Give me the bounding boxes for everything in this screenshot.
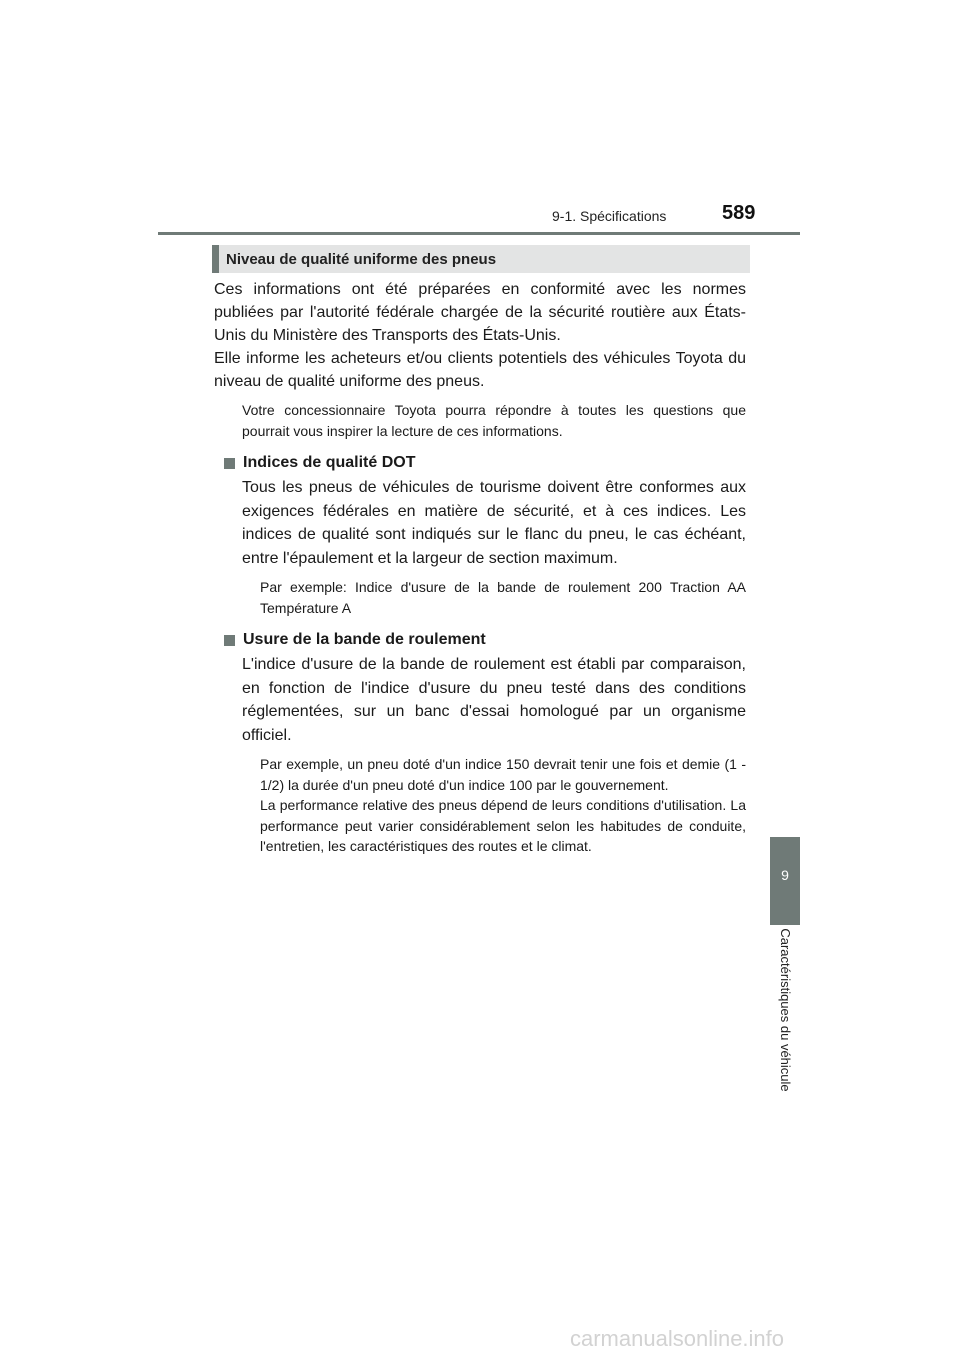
treadwear-body: L'indice d'usure de la bande de roulement est établi par comparaison, en fonction de l'indice d'usure du pneu testé dans des conditions réglementées, sur un banc d'essai homologué par un organisme officiel. xyxy=(242,656,746,744)
page-content xyxy=(214,278,746,857)
header-section-title: 9-1. Spécifications xyxy=(552,208,667,224)
section-banner-accent xyxy=(212,245,219,273)
dot-heading xyxy=(224,453,746,473)
treadwear-example-2: La performance relative des pneus dépend de leurs conditions d'utilisation. La performance peut varier considérablement selon les habitudes de conduite, l'entretien, les caractéristiques des routes et le climat. xyxy=(260,797,746,854)
chapter-number: 9 xyxy=(781,867,789,883)
dot-example: Par exemple: Indice d'usure de la bande de roulement 200 Traction AA Température A xyxy=(260,579,746,616)
watermark: carmanualsonline.info xyxy=(570,1326,785,1351)
chapter-label: Caractéristiques du véhicule xyxy=(778,928,793,1092)
intro-paragraph-1: Ces informations ont été préparées en conformité avec les normes publiées par l'autorité fédérale chargée de la sécurité routière aux États-Unis du Ministère des Transports des États-Unis. xyxy=(214,281,746,344)
header-divider xyxy=(158,232,800,235)
dot-body: Tous les pneus de véhicules de tourisme doivent être conformes aux exigences fédérales en matière de sécurité, et à ces indices. Les indices de qualité sont indiqués sur le flanc du pneu, le cas échéant, entre l'épaulement et la largeur de section maximum. xyxy=(242,479,746,567)
square-bullet-icon xyxy=(224,458,235,469)
intro-paragraph-2: Elle informe les acheteurs et/ou clients potentiels des véhicules Toyota du niveau de qualité uniforme des pneus. xyxy=(214,350,746,390)
square-bullet-icon xyxy=(224,635,235,646)
dot-heading-text: Indices de qualité DOT xyxy=(243,454,416,471)
treadwear-heading xyxy=(224,630,746,650)
section-title: Niveau de qualité uniforme des pneus xyxy=(226,251,497,268)
treadwear-example-1: Par exemple, un pneu doté d'un indice 150 devrait tenir une fois et demie (1 - 1/2) la durée d'un pneu doté d'un indice 100 par le gouvernement. xyxy=(260,756,746,793)
intro-note: Votre concessionnaire Toyota pourra répondre à toutes les questions que pourrait vous inspirer la lecture de ces informations. xyxy=(242,402,746,439)
page-number: 589 xyxy=(722,202,756,224)
section-banner xyxy=(212,245,750,273)
treadwear-heading-text: Usure de la bande de roulement xyxy=(243,631,486,648)
